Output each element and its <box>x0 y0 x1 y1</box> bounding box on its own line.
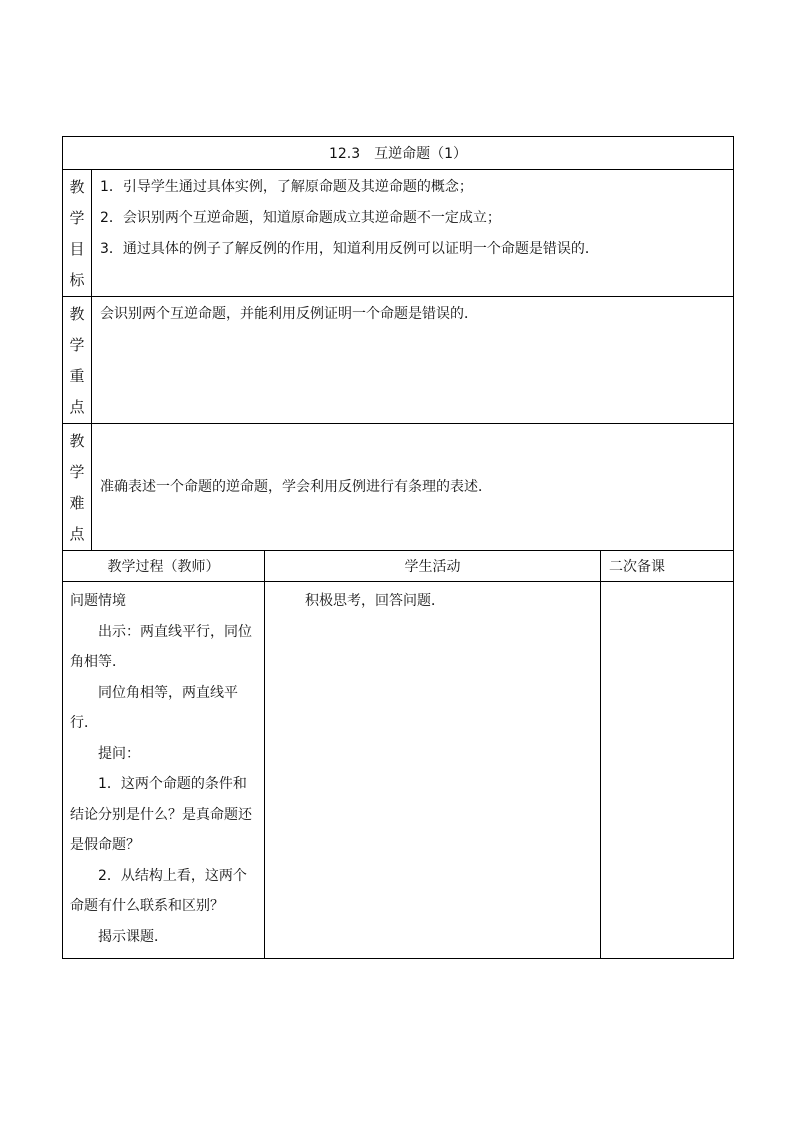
objective-item: 1．引导学生通过具体实例，了解原命题及其逆命题的概念； <box>100 179 473 195</box>
second-prep-content <box>601 582 734 959</box>
second-prep-header: 二次备课 <box>601 551 734 582</box>
objectives-content <box>92 170 734 297</box>
objective-item: 3．通过具体的例子了解反例的作用，知道利用反例可以证明一个命题是错误的． <box>100 241 599 257</box>
student-activity-header: 学生活动 <box>265 551 601 582</box>
teacher-process-header: 教学过程（教师） <box>63 551 265 582</box>
objectives-label: 教 学 目 标 <box>63 170 92 297</box>
difficulties-content: 准确表述一个命题的逆命题，学会利用反例进行有条理的表述． <box>92 424 734 551</box>
lesson-title: 12.3 互逆命题（1） <box>63 137 734 170</box>
key-points-label: 教 学 重 点 <box>63 297 92 424</box>
difficulties-label: 教 学 难 点 <box>63 424 92 551</box>
lesson-plan-table <box>62 136 734 959</box>
key-points-content: 会识别两个互逆命题，并能利用反例证明一个命题是错误的． <box>92 297 734 424</box>
objective-item: 2．会识别两个互逆命题，知道原命题成立其逆命题不一定成立； <box>100 210 501 226</box>
teacher-process-content: 问题情境 出示：两直线平行，同位角相等． 同位角相等，两直线平行． 提问： 1．这两个命题的条件和结论分别是什么？是真命题还是假命题？ 2．从结构上看，这两个命题有什么联系和区别？ 揭示课题． <box>63 582 265 959</box>
student-activity-content: 积极思考，回答问题． <box>265 582 601 959</box>
